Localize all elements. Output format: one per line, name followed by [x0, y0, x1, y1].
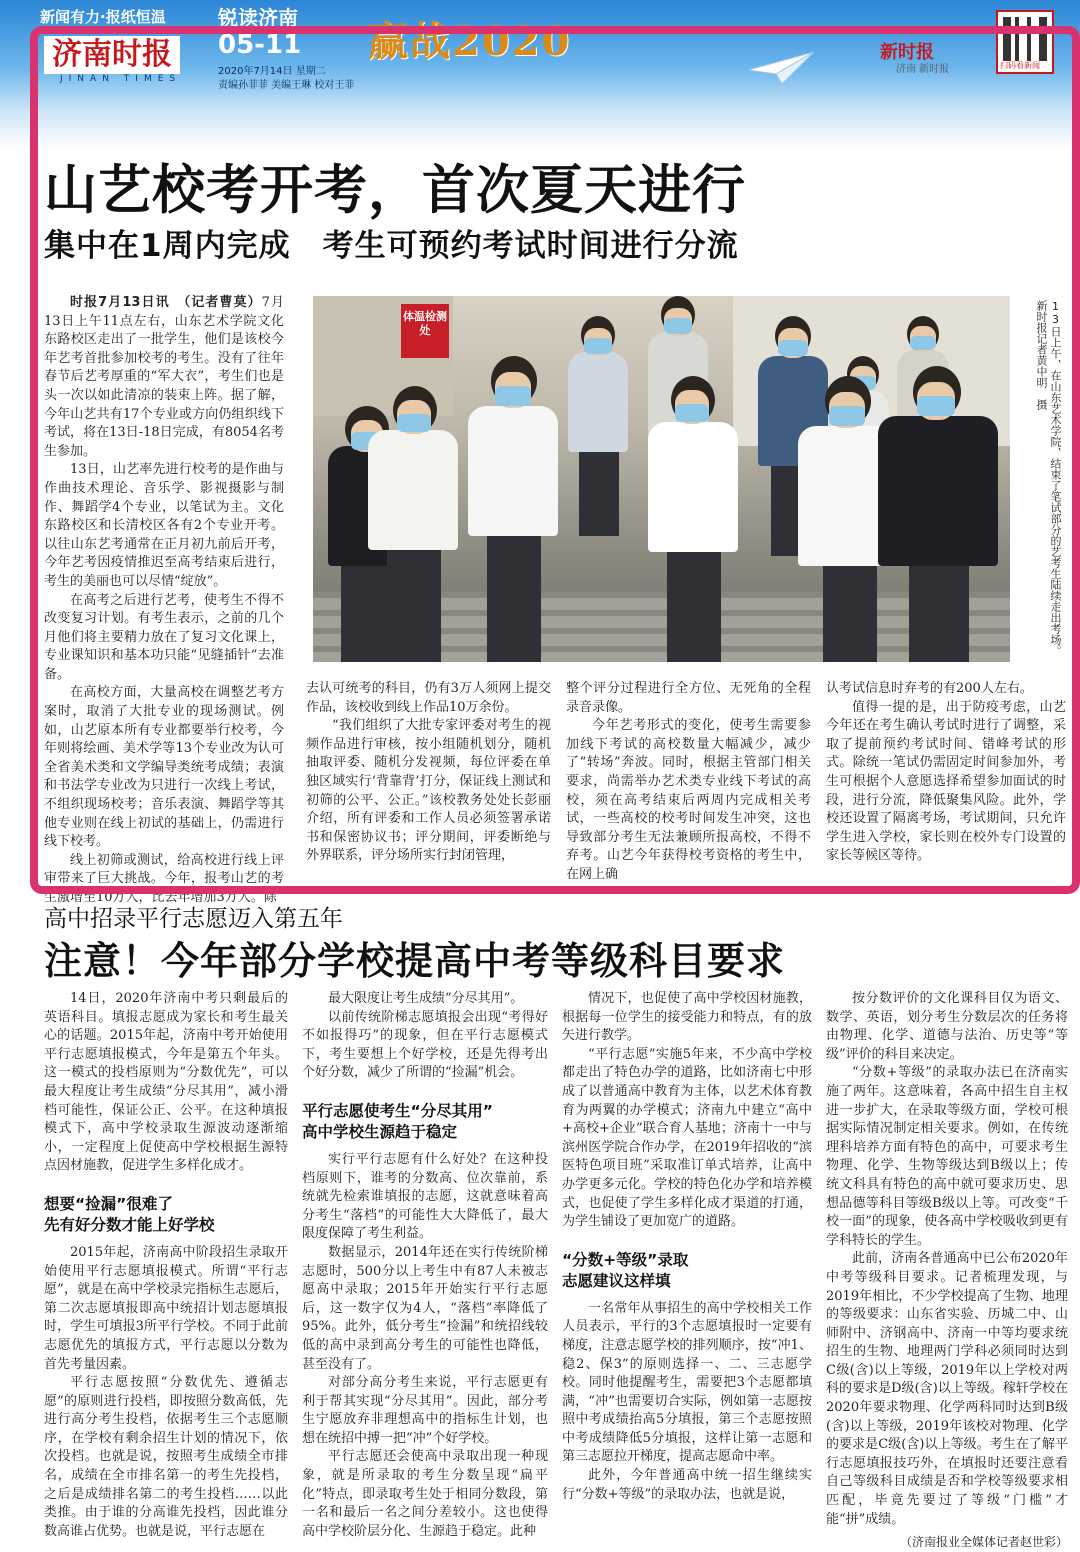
article2-paragraph: 情况下，也促使了高中学校因材施教，根据每一位学生的接受能力和特点，有的放矢进行教学。	[562, 991, 812, 1044]
article2-byline: （济南报业全媒体记者赵世彩）	[899, 1535, 1068, 1550]
article1-paragraph: 在高考之后进行艺考，使考生不得不改变复习计划。有考生表示，之前的几个月他们将主要精力放在了复习文化课上，专业课知识和基本功只能“见缝插针”去准备。	[44, 592, 284, 682]
article2-paragraph: 此前，济南各普通高中已公布2020年中考等级科目要求。记者梳理发现，与2019年相比，不少学校提高了生物、地理的等级要求：山东省实验、历城二中、山师附中、济钢高中、济南一中等均要求统招生的生物、地理两门学科必须同时达到C级(含)以上等级，2019年以上学校对两科的要求是D级(含)以上等级。稼轩学校在2020年要求物理、化学两科同时达到B级(含)以上等级，2019年该校对物理、化学的要求是C级(含)以上等级。考生在了解平行志愿填报技巧外，在填报时还要注意看自己等级科目成绩是否和学校等级要求相匹配，毕竟先要过了等级“门槛”才能“拼”成绩。	[826, 1251, 1068, 1527]
article2-column-1	[44, 990, 288, 1538]
article2-kicker: 高中招录平行志愿迈入第五年	[44, 906, 343, 932]
qr-code-label: 扫码看新闻	[1000, 61, 1040, 70]
article2-subtitle: 平行志愿使考生“分尽其用” 高中学校生源趋于稳定	[302, 1101, 493, 1141]
article1-paragraph: 整个评分过程进行全方位、无死角的全程录音录像。	[566, 681, 811, 715]
article1-paragraph: 在高校方面，大量高校在调整艺考方案时，取消了大批专业的现场测试。例如，山艺原本所有专业都要举行校考，今年则将绘画、美术学等13个专业改为认可全省美术类和文学编导类统考成绩；表演和书法学专业改为只进行一次线上考试，不组织现场校考；音乐表演、舞蹈学等其他专业则在线上初试的基础上，仍需进行线下校考。	[44, 685, 284, 850]
banner-slogan: 赢战2020	[368, 18, 572, 65]
article2-paragraph: 2015年起，济南高中阶段招生录取开始使用平行志愿填报模式。所谓“平行志愿”，就是在高中学校录完指标生志愿后，第二次志愿填报即高中统招计划志愿填报时，学生可填报3所平行学校。不同于此前志愿优先的填报方式，平行志愿以分数为首先考量因素。	[44, 1244, 288, 1372]
masthead-column-name: 锐读济南	[218, 6, 298, 30]
masthead-tagline: 新闻有力·报纸恒温	[40, 8, 166, 26]
qr-code-pattern	[1003, 17, 1047, 61]
article1-paragraph: 认考试信息时弃考的有200人左右。	[826, 681, 1033, 696]
article2-paragraph: 以前传统阶梯志愿填报会出现“考得好不如报得巧”的现象，但在平行志愿模式下，考生要想上个好学校，还是先得考出个好分数，减少了所谓的“捡漏”机会。	[302, 1009, 548, 1081]
photo-person	[873, 366, 1003, 662]
newspaper-logo: 济南时报	[44, 36, 180, 74]
photo-person	[563, 316, 633, 536]
article2-paragraph: 按分数评价的文化课科目仅为语文、数学、英语，划分考生分数层次的任务将由物理、化学、道德与法治、历史等“等级”评价的科目来决定。	[826, 991, 1068, 1062]
article2-column-4	[826, 990, 1068, 1550]
brand-logo: 新时报	[880, 42, 934, 63]
article1-column-1	[44, 294, 284, 905]
photo-person	[643, 376, 743, 662]
article1-dateline: 时报7月13日讯 （记者曹莫）	[70, 295, 262, 310]
article1-paragraph: “我们组织了大批专家评委对考生的视频作品进行审核，按小组随机划分，随机抽取评委、随机分发视频，每位评委在单独区域实行‘背靠背’打分，保证线上测试和初筛的公平、公正。”该校教务处处长彭丽介绍，所有评委和工作人员必须签署承诺书和保密协议书；评分期间，评委断绝与外界联系，评分场所实行封闭管理，	[306, 718, 551, 864]
issue-editors: 责编孙菲菲 美编王琳 校对王菲	[218, 80, 355, 91]
article2-paragraph: 一名常年从事招生的高中学校相关工作人员表示，平行的3个志愿填报时一定要有梯度，注意志愿学校的排列顺序，按“冲1、稳2、保3”的原则选择一、二、三志愿学校。同时他提醒考生，需要把3个志愿都填满，“冲”也需要切合实际，例如第一志愿按照中考成绩抬高5分填报，第三个志愿按照中考成绩降低5分填报，这样让第一志愿和第三志愿拉开梯度，提高志愿命中率。	[562, 1300, 812, 1465]
article1-paragraph: 线上初筛或测试，给高校进行线上评审带来了巨大挑战。今年，报考山艺的考生激增至10万人，比去年增加3万人。除	[44, 852, 284, 905]
article2-paragraph: 14日，2020年济南中考只剩最后的英语科目。填报志愿成为家长和考生最关心的话题。2015年起，济南中考开始使用平行志愿填报模式，今年是第五个年头。这一模式的投档原则为“分数优先”，可以最大程度让考生成绩“分尽其用”，减小滑档可能性，保证公正、公平。在这种填报模式下，高中学校录取生源波动逐渐缩小，一定程度上促使高中学校根据生源特点因材施教，促进学生多样化成才。	[44, 991, 288, 1174]
article1-column-4	[826, 680, 1066, 864]
article2-subtitle: 想要“捡漏”很难了 先有好分数才能上好学校	[44, 1194, 215, 1234]
article2-subtitle: “分数+等级”录取 志愿建议这样填	[562, 1250, 689, 1290]
article1-headline: 山艺校考开考，首次夏天进行	[44, 160, 746, 221]
masthead	[0, 0, 1080, 150]
photo-person	[363, 386, 463, 662]
news-photo-students	[313, 296, 1010, 662]
article2-paragraph: 对部分高分考生来说，平行志愿更有利于帮其实现“分尽其用”。因此，部分考生宁愿放弃非理想高中的指标生计划，也想在统招中搏一把“冲”个好学校。	[302, 1375, 548, 1446]
article2-paragraph: 此外，今年普通高中统一招生继续实行“分数+等级”的录取办法，也就是说，	[562, 1468, 812, 1502]
article1-paragraph: 今年艺考形式的变化，使考生需要参加线下考试的高校数量大幅减少，减少了“转场”奔波。同时，根据主管部门相关要求，尚需举办艺术类专业线下考试的高校，须在高考结束后两周内完成相关考试，一些高校的校考时间发生冲突，这也导致部分考生无法兼顾所报高校，不得不弃考。山艺今年获得校考资格的考生中，在网上确	[566, 718, 811, 882]
article1-paragraph: 去认可统考的科目，仍有3万人须网上提交作品，该校收到线上作品10万余份。	[306, 681, 551, 715]
article1-column-2	[306, 680, 551, 864]
photo-temperature-sign: 体温检测处	[401, 304, 449, 358]
photo-person	[463, 356, 563, 662]
qr-code-icon[interactable]	[996, 10, 1054, 74]
issue-date: 2020年7月14日 星期二	[218, 66, 326, 77]
issue-page-code: 05-11	[218, 30, 302, 60]
article2-paragraph: “分数+等级”的录取办法已在济南实施了两年。这意味着，各高中招生自主权进一步扩大，在录取等级方面，学校可根据实际情况制定相关要求。例如，在传统理科培养方面有特色的高中，可要求考生物理、化学、生物等级达到B级以上；传统文科具有特色的高中就可要求历史、思想品德等科目等级B级以上等。可改变“千校一面”的现象，使各高中学校吸收到更有学科特长的学生。	[826, 1065, 1068, 1248]
article2-paragraph: 最大限度让考生成绩“分尽其用”。	[328, 991, 524, 1006]
article2-paragraph: 平行志愿还会使高中录取出现一种现象，就是所录取的考生分数呈现“扁平化”特点，即录取考生处于相同分数段，第一名和最后一名之间分差较小。这也使得高中学校阶层分化、生源趋于稳定。此种	[302, 1449, 548, 1539]
article2-headline: 注意！今年部分学校提高中考等级科目要求	[44, 939, 786, 983]
article2-column-3	[562, 990, 812, 1538]
newspaper-logo-english: JINAN TIMES	[60, 74, 182, 84]
brand-slogan: 济南 新时报	[896, 64, 950, 75]
article1-paragraph: 值得一提的是，出于防疫考虑，山艺今年还在考生确认考试时进行了调整，采取了提前预约考试时间、错峰考试的形式。除统一笔试仍需固定时间参加外，考生可根据个人意愿选择希望参加面试的时段，进行分流，降低聚集风险。此外，学校还设置了隔离考场，考试期间，只允许学生进入学校，家长则在校外专门设置的家长等候区等待。	[826, 699, 1066, 864]
article2-paragraph: 实行平行志愿有什么好处？在这种投档原则下，谁考的分数高、位次靠前，系统就先检索谁填报的志愿，这就意味着高分考生“落档”的可能性大大降低了，最大限度保障了考生利益。	[302, 1151, 548, 1242]
article1-column-3	[566, 680, 811, 882]
photo-caption: 13日上午，在山东艺术学院，结束了笔试部分的艺考生陆续走出考场。新时报记者黄中明 摄	[1035, 300, 1062, 656]
article2-column-2	[302, 990, 548, 1538]
paper-plane-icon	[746, 48, 816, 88]
article2-paragraph: 平行志愿按照“分数优先、遵循志愿”的原则进行投档，即按照分数高低，先进行高分考生投档，依据考生三个志愿顺序，在学校有剩余招生计划的情况下，依次投档。也就是说，按照考生成绩全市排名，成绩在全市排名第一的考生先投档，之后是成绩排名第二的考生投档……以此类推。由于谁的分高谁先投档，因此谁分数高谁占优势。也就是说，平行志愿在	[44, 1375, 288, 1539]
article1-paragraph: 13日，山艺率先进行校考的是作曲与作曲技术理论、音乐学、影视摄影与制作、舞蹈学4个专业，以笔试为主。文化东路校区和长清校区各有2个专业开考。以往山东艺考通常在正月初九前后开考，今年艺考因疫情推迟至高考结束后进行，考生的美丽也可以尽情“绽放”。	[44, 462, 284, 589]
article2-paragraph: “平行志愿”实施5年来，不少高中学校都走出了特色办学的道路，比如济南七中形成了以普通高中教育为主体，以艺术体育教育为两翼的办学模式；济南九中建立“高中+高校+企业”联合育人基地；济南十一中与滨州医学院合作办学，在2019年招收的“滨医特色项目班”采取准订单式培养，让高中办学更多元化。学校的特色化办学和培养模式，也促使了学生多样化成才渠道的打通，为学生铺设了更加宽广的道路。	[562, 1046, 812, 1230]
article1-paragraph: 时报7月13日讯 （记者曹莫）7月13日上午11点左右，山东艺术学院文化东路校区走出了一批学生，他们是该校今年艺考首批参加校考的考生。没有了往年春节后艺考厚重的“军大衣”，考生们也是头一次以如此清凉的装束上阵。据了解，今年山艺共有17个专业或方向仍组织线下考试，将在13日-18日完成，有8054名考生参加。	[44, 295, 284, 459]
article1-subhead: 集中在1周内完成 考生可预约考试时间进行分流	[44, 228, 739, 264]
article2-paragraph: 数据显示，2014年还在实行传统阶梯志愿时，500分以上考生中有87人未被志愿高中录取；2015年开始实行平行志愿后，这一数字仅为4人，“落档”率降低了95%。此外，低分考生“捡漏”和统招线较低的高中录到高分考生的可能性也降低，甚至没有了。	[302, 1244, 548, 1372]
